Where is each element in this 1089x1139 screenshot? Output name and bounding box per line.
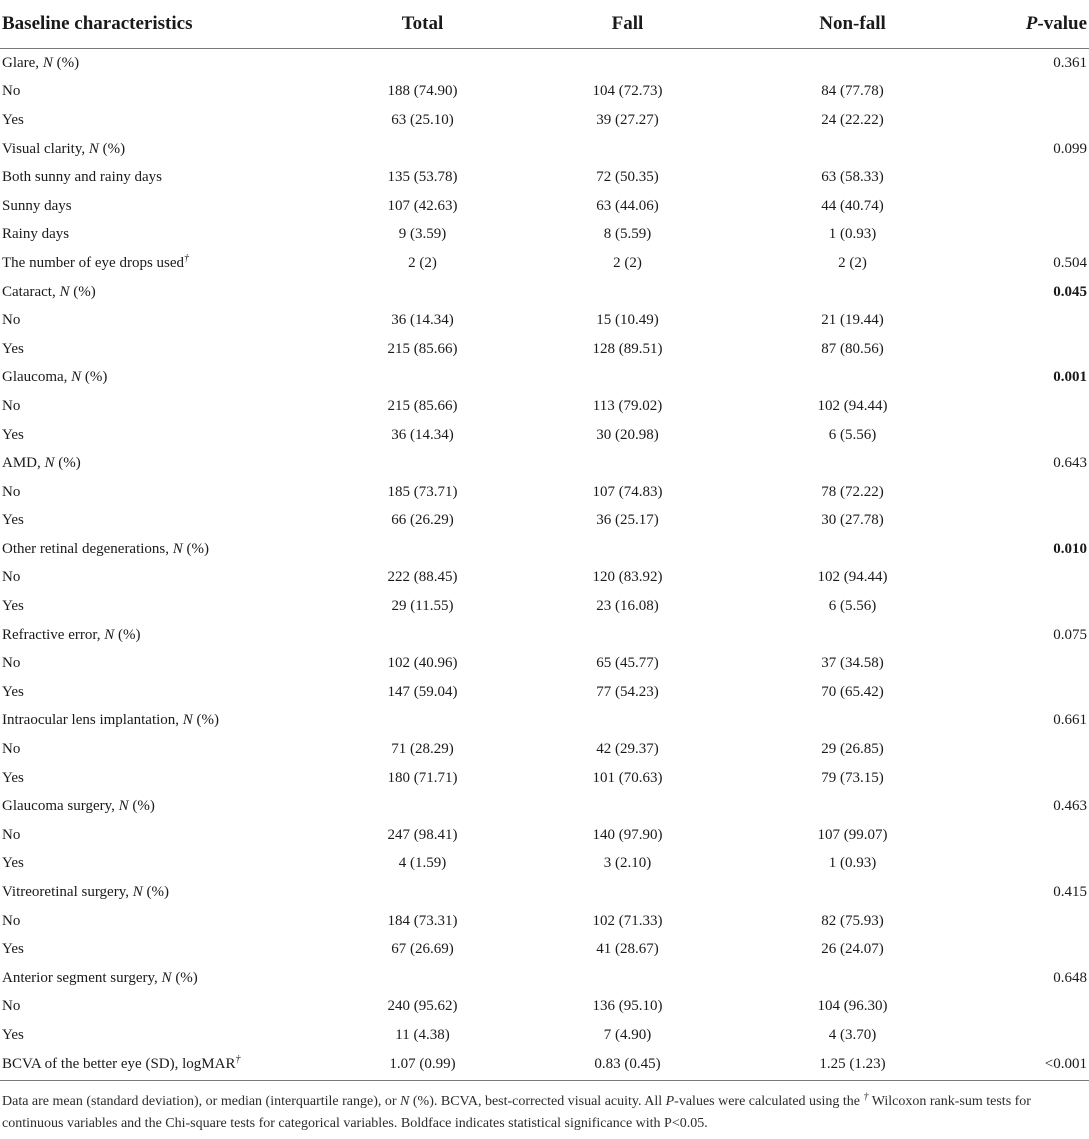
cell-total [330,449,515,478]
row-label-tail: (%) [171,969,198,986]
cell-nonfall: 37 (34.58) [821,655,884,672]
footnote-p-italic: P [665,1093,675,1109]
table-row [0,421,1089,450]
cell-total: 215 (85.66) [387,397,458,414]
row-label [0,621,330,650]
cell-total: 11 (4.38) [395,1026,450,1043]
header-total: Total [330,0,515,49]
cell-total: 36 (14.34) [391,426,454,443]
row-label-text: Yes [2,426,24,443]
cell-nonfall: 102 (94.44) [817,569,888,586]
table-row [0,735,1089,764]
cell-p-value: 0.045 [1053,283,1087,300]
table-row [0,49,1089,78]
header-row [0,0,1089,49]
table-row [0,592,1089,621]
cell-fall [515,278,740,307]
row-label-italic-n: N [132,884,143,901]
cell-p-value [965,935,1089,964]
cell-fall: 41 (28.67) [596,941,659,958]
table-row [0,507,1089,536]
row-label-italic-n: N [161,969,172,986]
cell-p-value [965,649,1089,678]
cell-total [330,535,515,564]
cell-total [330,878,515,907]
cell-fall: 63 (44.06) [596,197,659,214]
row-label-text: No [2,569,21,586]
cell-p-value: 0.099 [1053,140,1087,157]
cell-nonfall: 70 (65.42) [821,683,884,700]
row-label [0,535,330,564]
table-row [0,621,1089,650]
cell-p-value: 0.504 [1053,254,1087,271]
cell-fall [515,135,740,164]
footnote-dagger: † [863,1091,869,1103]
cell-total: 184 (73.31) [387,912,458,929]
table-row [0,135,1089,164]
cell-total [330,135,515,164]
cell-p-value [965,907,1089,936]
cell-p-value [965,592,1089,621]
row-label [0,249,330,278]
row-label-italic-n: N [42,54,53,71]
header-fall: Fall [515,0,740,49]
table-row [0,707,1089,736]
row-label-text: The number of eye drops used [2,254,185,271]
cell-p-value: 0.643 [1053,455,1087,472]
cell-fall: 107 (74.83) [592,483,663,500]
row-label-text: Cataract, [2,283,60,300]
cell-nonfall: 26 (24.07) [821,941,884,958]
row-label-text: No [2,826,21,843]
row-label-text: Yes [2,941,24,958]
row-label-text: Sunny days [2,197,72,214]
table-row [0,106,1089,135]
row-label [0,392,330,421]
cell-p-value [965,192,1089,221]
row-label [0,735,330,764]
cell-p-value [965,764,1089,793]
row-label [0,821,330,850]
cell-fall: 136 (95.10) [592,998,663,1015]
row-label-text: Yes [2,683,24,700]
cell-nonfall [740,278,965,307]
row-label [0,478,330,507]
header-characteristic: Baseline characteristics [0,0,330,49]
row-label [0,792,330,821]
cell-p-value: 0.001 [1053,369,1087,386]
cell-nonfall: 6 (5.56) [828,426,877,443]
cell-fall [515,964,740,993]
table-row [0,221,1089,250]
cell-nonfall [740,707,965,736]
footnote-part4: Wilcoxon rank-sum tests for continuous variables and the Chi-square tests for categorical variables. Boldface indicates statistical significance with P<0.05. [2,1093,1031,1131]
cell-nonfall [740,878,965,907]
cell-total [330,707,515,736]
cell-fall: 0.83 (0.45) [515,1050,740,1081]
cell-nonfall: 82 (75.93) [821,912,884,929]
cell-p-value: 0.661 [1053,712,1087,729]
header-p-italic: P [1025,13,1038,34]
cell-nonfall: 21 (19.44) [821,312,884,329]
row-label-text: Both sunny and rainy days [2,169,162,186]
cell-nonfall: 107 (99.07) [817,826,888,843]
cell-nonfall: 63 (58.33) [821,169,884,186]
row-label-text: AMD, [2,455,45,472]
row-label-text: Intraocular lens implantation, [2,712,183,729]
row-label-tail: (%) [98,140,126,157]
table-row [0,78,1089,107]
cell-p-value [965,478,1089,507]
table-row [0,364,1089,393]
cell-total: 9 (3.59) [398,226,447,243]
row-label-text: No [2,741,21,758]
row-label-text: No [2,83,21,100]
cell-total: 215 (85.66) [387,340,458,357]
row-label-text: No [2,483,21,500]
row-label-text: Rainy days [2,226,70,243]
row-label [0,192,330,221]
cell-total: 102 (40.96) [387,655,458,672]
cell-nonfall: 6 (5.56) [828,598,877,615]
row-label [0,935,330,964]
cell-fall [515,49,740,78]
cell-nonfall [740,364,965,393]
dagger-mark: † [235,1054,241,1066]
cell-total: 185 (73.71) [387,483,458,500]
row-label-text: Yes [2,598,24,615]
table-row [0,192,1089,221]
row-label-text: Refractive error, [2,626,105,643]
cell-total: 147 (59.04) [387,683,458,700]
cell-total: 29 (11.55) [391,598,454,615]
row-label [0,1021,330,1050]
cell-p-value [965,1021,1089,1050]
row-label [0,1050,330,1081]
row-label [0,678,330,707]
row-label-italic-n: N [59,283,70,300]
row-label [0,421,330,450]
footnote-n-italic: N [400,1093,410,1109]
table-row [0,1021,1089,1050]
cell-p-value: 0.010 [1053,540,1087,557]
row-label [0,649,330,678]
cell-fall: 128 (89.51) [592,340,663,357]
cell-fall: 3 (2.10) [603,855,652,872]
table-row [0,764,1089,793]
footnote-part1: Data are mean (standard deviation), or median (interquartile range), or [2,1093,401,1109]
row-label-italic-n: N [44,455,55,472]
cell-p-value [965,735,1089,764]
table-row [0,850,1089,879]
row-label-italic-n: N [71,369,82,386]
table-row [0,792,1089,821]
table-row [0,878,1089,907]
cell-total: 2 (2) [408,254,437,271]
cell-fall: 39 (27.27) [596,111,659,128]
header-nonfall: Non-fall [740,0,965,49]
table-row [0,993,1089,1022]
cell-p-value [965,678,1089,707]
cell-nonfall: 78 (72.22) [821,483,884,500]
row-label [0,507,330,536]
row-label-tail: (%) [52,54,80,71]
table-row [0,306,1089,335]
row-label [0,907,330,936]
cell-p-value: <0.001 [965,1050,1089,1081]
row-label [0,106,330,135]
row-label-text: Yes [2,769,24,786]
row-label [0,49,330,78]
cell-nonfall: 4 (3.70) [828,1026,877,1043]
table-row [0,249,1089,278]
row-label-text: Yes [2,512,24,529]
dagger-mark: † [184,252,190,264]
row-label-text: Anterior segment surgery, [2,969,162,986]
row-label [0,364,330,393]
row-label [0,850,330,879]
cell-nonfall: 44 (40.74) [821,197,884,214]
row-label-text: BCVA of the better eye (SD), logMAR [2,1056,236,1073]
cell-p-value [965,335,1089,364]
cell-fall: 72 (50.35) [596,169,659,186]
row-label-text: Yes [2,855,24,872]
row-label-text: No [2,998,21,1015]
cell-fall: 2 (2) [613,254,642,271]
row-label-text: No [2,312,21,329]
cell-p-value [965,507,1089,536]
header-p-value [965,0,1089,49]
cell-fall: 15 (10.49) [596,312,659,329]
cell-p-value [965,106,1089,135]
row-label-text: Yes [2,111,24,128]
cell-total: 63 (25.10) [391,111,454,128]
cell-total: 180 (71.71) [387,769,458,786]
cell-nonfall: 84 (77.78) [821,83,884,100]
table-row [0,964,1089,993]
row-label [0,135,330,164]
cell-fall: 140 (97.90) [592,826,663,843]
footnote-part2: (%). BCVA, best-corrected visual acuity. All [409,1093,666,1109]
cell-total: 107 (42.63) [387,197,458,214]
cell-nonfall [740,135,965,164]
table-row [0,335,1089,364]
cell-total: 247 (98.41) [387,826,458,843]
cell-total: 240 (95.62) [387,998,458,1015]
row-label-text: Other retinal degenerations, [2,540,173,557]
cell-p-value [965,993,1089,1022]
cell-fall: 65 (45.77) [596,655,659,672]
row-label-tail: (%) [128,798,155,815]
cell-p-value [965,850,1089,879]
row-label-italic-n: N [118,798,129,815]
cell-fall: 8 (5.59) [603,226,652,243]
row-label [0,278,330,307]
cell-fall: 120 (83.92) [592,569,663,586]
cell-p-value: 0.075 [1053,626,1087,643]
cell-p-value [965,421,1089,450]
cell-total [330,364,515,393]
cell-nonfall: 1 (0.93) [828,855,877,872]
cell-fall: 36 (25.17) [596,512,659,529]
cell-nonfall: 2 (2) [838,254,867,271]
cell-total: 135 (53.78) [387,169,458,186]
cell-fall: 7 (4.90) [603,1026,652,1043]
cell-nonfall [740,449,965,478]
row-label [0,878,330,907]
row-label-italic-n: N [104,626,115,643]
cell-nonfall: 102 (94.44) [817,397,888,414]
table-row [0,907,1089,936]
cell-fall: 104 (72.73) [592,83,663,100]
cell-nonfall: 24 (22.22) [821,111,884,128]
row-label [0,221,330,250]
footnote-part3: -values were calculated using the [674,1093,864,1109]
cell-fall [515,535,740,564]
cell-fall [515,707,740,736]
row-label [0,306,330,335]
cell-fall [515,621,740,650]
row-label-text: Glare, [2,54,43,71]
cell-p-value [965,392,1089,421]
row-label [0,707,330,736]
cell-p-value [965,163,1089,192]
row-label-tail: (%) [81,369,108,386]
cell-nonfall [740,535,965,564]
cell-fall [515,364,740,393]
table-row [0,278,1089,307]
cell-fall: 102 (71.33) [592,912,663,929]
row-label-tail: (%) [182,540,210,557]
cell-p-value [965,306,1089,335]
cell-total [330,964,515,993]
table-row [0,535,1089,564]
cell-p-value: 0.361 [1053,54,1087,71]
table-row [0,678,1089,707]
cell-p-value: 0.463 [1053,798,1087,815]
table-row [0,449,1089,478]
cell-total: 66 (26.29) [391,512,454,529]
cell-fall: 30 (20.98) [596,426,659,443]
table-row [0,478,1089,507]
row-label-italic-n: N [88,140,99,157]
cell-nonfall: 30 (27.78) [821,512,884,529]
cell-nonfall: 29 (26.85) [821,741,884,758]
cell-p-value [965,221,1089,250]
table-row [0,1050,1089,1081]
cell-fall [515,792,740,821]
cell-nonfall [740,964,965,993]
cell-nonfall [740,49,965,78]
cell-fall: 113 (79.02) [592,397,663,414]
row-label-text: Glaucoma surgery, [2,798,119,815]
cell-total: 36 (14.34) [391,312,454,329]
cell-p-value [965,78,1089,107]
cell-total: 188 (74.90) [387,83,458,100]
cell-nonfall: 87 (80.56) [821,340,884,357]
cell-total: 67 (26.69) [391,941,454,958]
table-body [0,49,1089,1081]
row-label-text: No [2,655,21,672]
cell-fall: 101 (70.63) [592,769,663,786]
cell-total: 71 (28.29) [391,741,454,758]
row-label [0,78,330,107]
table-row [0,163,1089,192]
cell-total [330,792,515,821]
cell-fall [515,878,740,907]
row-label-text: No [2,397,21,414]
row-label-tail: (%) [114,626,141,643]
row-label [0,964,330,993]
table-row [0,649,1089,678]
row-label-tail: (%) [69,283,96,300]
cell-total [330,621,515,650]
cell-p-value [965,821,1089,850]
table-footnote [0,1091,1089,1135]
row-label [0,592,330,621]
header-p-rest: -value [1037,13,1087,34]
cell-p-value: 0.415 [1053,884,1087,901]
row-label-text: Yes [2,340,24,357]
cell-nonfall: 1.25 (1.23) [740,1050,965,1081]
row-label-italic-n: N [182,712,193,729]
row-label-text: No [2,912,21,929]
cell-fall: 23 (16.08) [596,598,659,615]
cell-nonfall: 79 (73.15) [821,769,884,786]
cell-total: 1.07 (0.99) [330,1050,515,1081]
cell-nonfall: 104 (96.30) [817,998,888,1015]
row-label-text: Yes [2,1026,24,1043]
row-label-tail: (%) [54,455,81,472]
cell-p-value: 0.648 [1053,969,1087,986]
cell-p-value [965,564,1089,593]
cell-nonfall [740,792,965,821]
row-label-text: Glaucoma, [2,369,72,386]
table-row [0,392,1089,421]
row-label [0,163,330,192]
cell-fall: 42 (29.37) [596,741,659,758]
row-label-text: Vitreoretinal surgery, [2,884,133,901]
cell-total: 4 (1.59) [398,855,447,872]
cell-nonfall [740,621,965,650]
cell-fall: 77 (54.23) [596,683,659,700]
row-label-text: Visual clarity, [2,140,89,157]
row-label [0,764,330,793]
table-row [0,821,1089,850]
row-label-tail: (%) [142,884,169,901]
row-label [0,993,330,1022]
table-row [0,935,1089,964]
cell-nonfall: 1 (0.93) [828,226,877,243]
row-label [0,564,330,593]
row-label-italic-n: N [172,540,183,557]
cell-total [330,49,515,78]
cell-total [330,278,515,307]
cell-fall [515,449,740,478]
table-row [0,564,1089,593]
row-label-tail: (%) [192,712,220,729]
cell-total: 222 (88.45) [387,569,458,586]
row-label [0,449,330,478]
row-label [0,335,330,364]
